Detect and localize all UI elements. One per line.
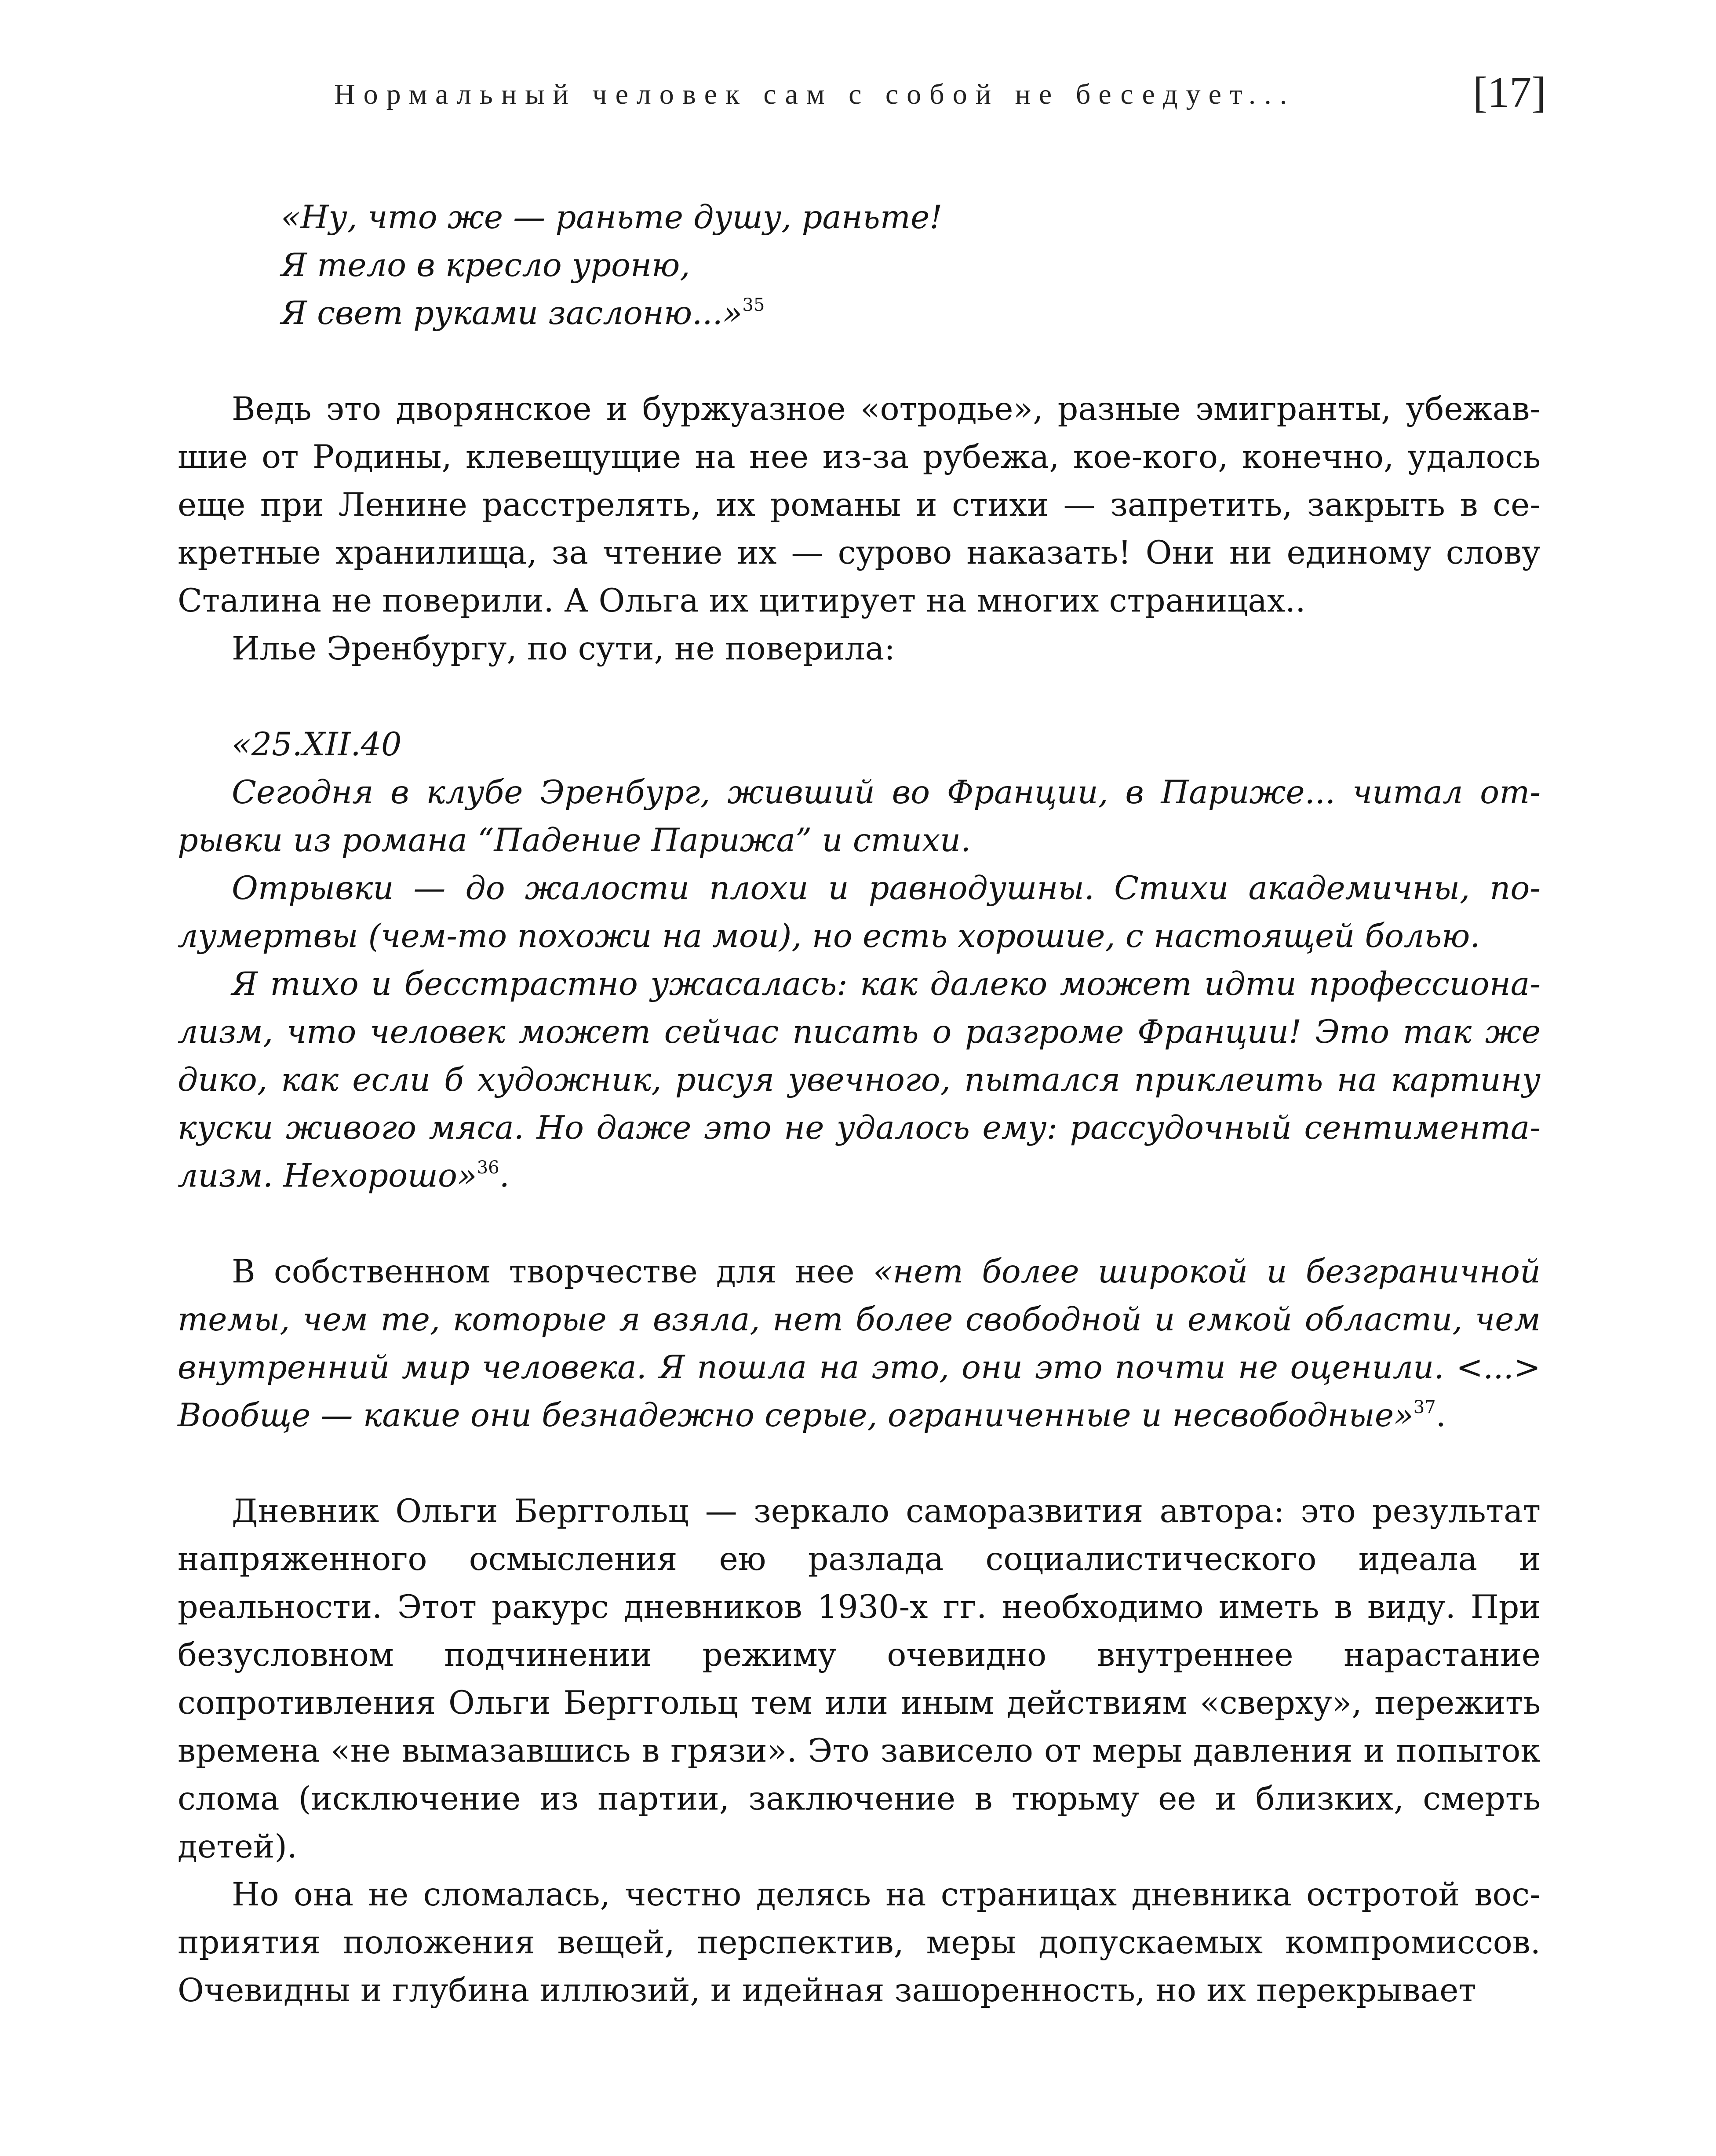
poem-line: Я тело в кресло уроню, bbox=[281, 247, 690, 284]
poem-quote bbox=[281, 193, 1541, 337]
diary-quote bbox=[178, 721, 1541, 1200]
body-text bbox=[178, 193, 1541, 2014]
creativity-quote: «нет более широкой и безграничной темы, чем те, которые я взяла, нет более свободной и емкой области, чем внутренний мир человека. Я пошла на это, они это почти не оценили. <...> Вообще — какие они безнадежно серые, ограниченные и несвободные» bbox=[178, 1253, 1541, 1434]
poem-line-text: Я свет руками заслоню...» bbox=[281, 295, 743, 332]
spacer bbox=[178, 1439, 1541, 1487]
footnote-ref: 37 bbox=[1413, 1397, 1436, 1417]
paragraph-not-broken: Но она не сломалась, честно делясь на страницах дневника остротой восприятия положения вещей, перспектив, меры допускаемых компромиссов. Очевидны и глубина иллюзий, и идейная зашоренность, но их перекрывает bbox=[178, 1876, 1541, 2009]
poem-line: «Ну, что же — раньте душу, раньте! bbox=[281, 199, 943, 236]
diary-paragraph: Сегодня в клубе Эренбург, живший во Франции, в Париже... читал отрывки из романа “Падение Парижа” и стихи. bbox=[178, 774, 1541, 859]
running-title: Нормальный человек сам с собой не беседует... bbox=[334, 78, 1296, 110]
page-number: [17] bbox=[1473, 68, 1546, 117]
paragraph-creativity bbox=[178, 1248, 1541, 1439]
diary-date: «25.XII.40 bbox=[232, 726, 402, 763]
diary-paragraph-last bbox=[178, 960, 1541, 1200]
paragraph-emigrants: Ведь это дворянское и буржуазное «отродье», разные эмигранты, убежавшие от Родины, клевещущие на нее из-за рубежа, кое-кого, конечно, удалось еще при Ленине расстрелять, их романы и стихи — запретить, закрыть в секретные хранилища, за чтение их — сурово наказать! Они ни единому слову Сталина не поверили. А Ольга их цитирует на многих страницах.. bbox=[178, 390, 1541, 619]
paragraph-diary-mirror: Дневник Ольги Берггольц — зеркало саморазвития автора: это результат напряженного осмысления ею разлада социалистического идеала и реальности. Этот ракурс дневников 1930-х гг. необходимо иметь в виду. При безусловном подчинении режиму очевидно внутреннее нарастание сопротивления Ольги Берггольц тем или иным действиям «сверху», пережить времена «не вымазавшись в грязи». Это зависело от меры давления и попыток слома (исключение из партии, заключение в тюрьму ее и близких, смерть детей). bbox=[178, 1493, 1541, 1865]
spacer bbox=[178, 337, 1541, 385]
footnote-ref: 36 bbox=[477, 1158, 499, 1178]
diary-paragraph-text: Я тихо и бесстрастно ужасалась: как далеко может идти профессионализм, что человек может сейчас писать о разгроме Франции! Это так же дико, как если б художник, рисуя увечного, пытался приклеить на картину куски живого мяса. Но даже это не удалось ему: рассудочный сентиментализм. Нехорошо» bbox=[178, 965, 1541, 1195]
paragraph-ehrenburg-intro: Илье Эренбургу, по сути, не поверила: bbox=[232, 630, 895, 667]
period: . bbox=[1435, 1397, 1446, 1434]
diary-paragraph: Отрывки — до жалости плохи и равнодушны. Стихи академичны, полумертвы (чем-то похожи на мои), но есть хорошие, с настоящей болью. bbox=[178, 870, 1541, 955]
footnote-ref: 35 bbox=[742, 295, 765, 315]
period: . bbox=[499, 1157, 510, 1195]
poem-line-last bbox=[281, 289, 1541, 337]
spacer bbox=[178, 1200, 1541, 1248]
creativity-lead: В собственном творчестве для нее bbox=[232, 1253, 873, 1290]
spacer bbox=[178, 673, 1541, 721]
